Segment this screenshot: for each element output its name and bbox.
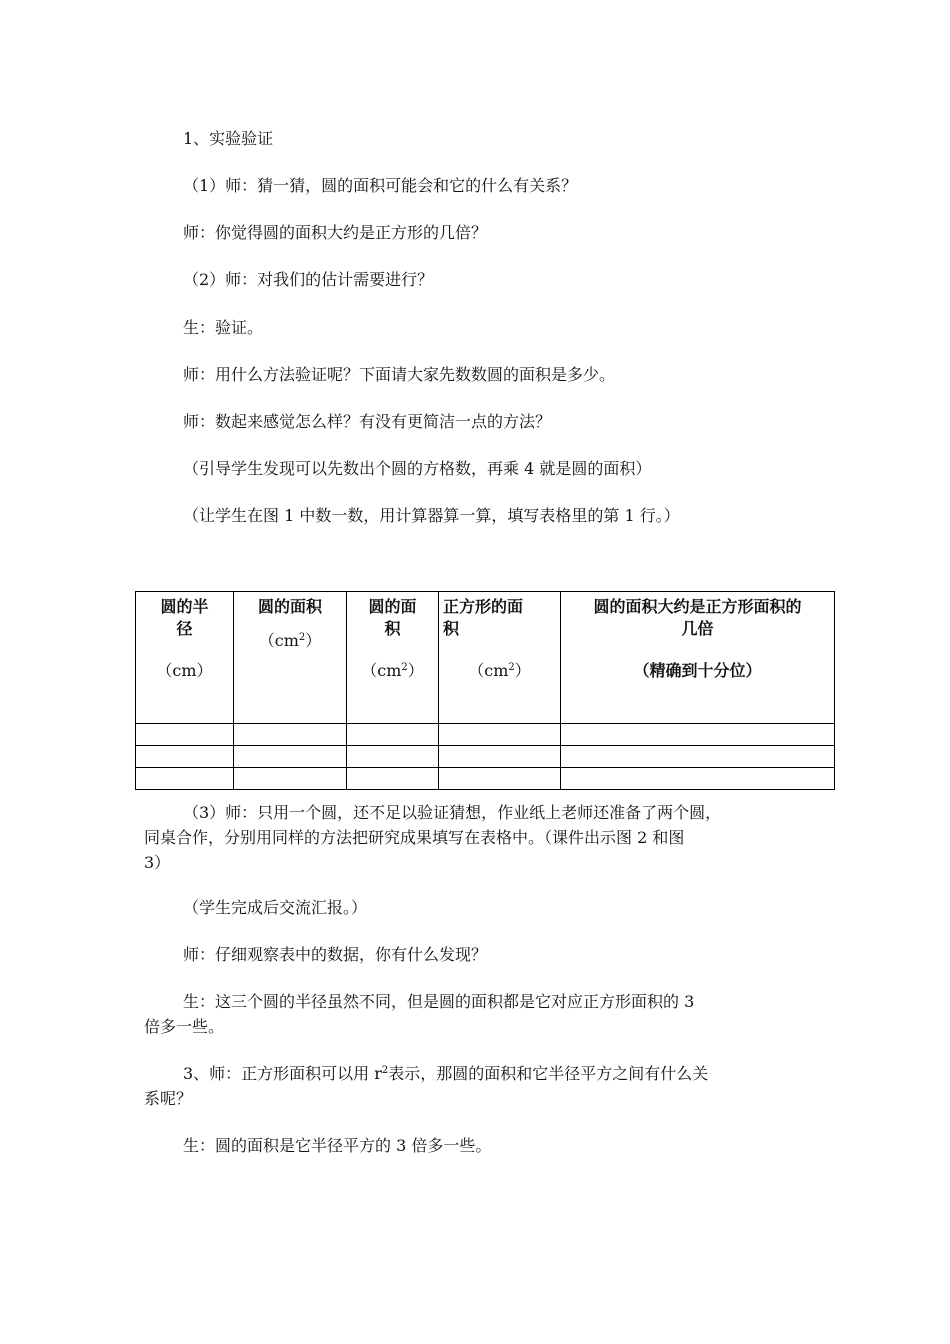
table-row <box>136 768 835 790</box>
paragraph-line: 同桌合作，分别用同样的方法把研究成果填写在表格中。（课件出示图 2 和图 <box>144 828 685 847</box>
header-square-area <box>439 592 561 724</box>
header-unit: （cm） <box>156 661 213 680</box>
paragraph-line: （1）师：猜一猜，圆的面积可能会和它的什么有关系？ <box>183 176 578 195</box>
header-unit: $(cm^2)$ <box>361 661 424 680</box>
table-header-row <box>136 592 835 724</box>
table-row <box>136 724 835 746</box>
paragraph-line: 3） <box>144 853 171 872</box>
paragraph-line: 生：圆的面积是它半径平方的 3 倍多一些。 <box>183 1136 492 1155</box>
header-text: 积 <box>384 619 401 638</box>
table-cell[interactable] <box>561 746 835 768</box>
header-text: 几倍 <box>681 619 714 638</box>
table-cell[interactable] <box>234 724 347 746</box>
paragraph-line: 生：这三个圆的半径虽然不同，但是圆的面积都是它对应正方形面积的 3 <box>183 992 695 1011</box>
header-text: 圆的面 <box>368 597 417 616</box>
table-cell[interactable] <box>439 724 561 746</box>
header-circle-area-2 <box>347 592 439 724</box>
section-heading: 1、实验验证 <box>183 129 274 148</box>
data-table <box>135 591 835 790</box>
header-text: 正方形的面 <box>443 597 524 616</box>
paragraph-line: 3、师：正方形面积可以用 $r^2$表示，那圆的面积和它半径平方之间有什么关 <box>183 1064 709 1083</box>
header-text: 圆的面积大约是正方形面积的 <box>593 597 802 616</box>
table-cell[interactable] <box>136 746 234 768</box>
header-text: 圆的半 <box>160 597 209 616</box>
paragraph-line: 倍多一些。 <box>144 1017 225 1036</box>
header-unit: （精确到十分位） <box>633 661 762 680</box>
header-unit: $(cm^2)$ <box>258 631 322 650</box>
paragraph-line: 师：用什么方法验证呢？下面请大家先数数圆的面积是多少。 <box>183 365 616 384</box>
table-cell[interactable] <box>234 746 347 768</box>
header-radius <box>136 592 234 724</box>
header-unit: $(cm^2)$ <box>468 661 531 680</box>
paragraph-line: （2）师：对我们的估计需要进行？ <box>183 270 434 289</box>
table-cell[interactable] <box>347 746 439 768</box>
header-text: 积 <box>443 619 460 638</box>
paragraph-line: （3）师：只用一个圆，还不足以验证猜想，作业纸上老师还准备了两个圆， <box>183 803 722 822</box>
table-cell[interactable] <box>561 768 835 790</box>
table-cell[interactable] <box>347 768 439 790</box>
paragraph-line: 师：仔细观察表中的数据，你有什么发现？ <box>183 945 488 964</box>
table-cell[interactable] <box>234 768 347 790</box>
table-cell[interactable] <box>561 724 835 746</box>
header-text: 径 <box>176 619 193 638</box>
paragraph-line: 系呢？ <box>144 1089 193 1108</box>
table-cell[interactable] <box>439 746 561 768</box>
table-row <box>136 746 835 768</box>
paragraph-line: 生：验证。 <box>183 318 264 337</box>
paragraph-line: （让学生在图 1 中数一数，用计算器算一算，填写表格里的第 1 行。） <box>183 506 680 525</box>
table-cell[interactable] <box>439 768 561 790</box>
paragraph-line: （引导学生发现可以先数出个圆的方格数，再乘 4 就是圆的面积） <box>183 459 652 478</box>
paragraph-line: 师：数起来感觉怎么样？有没有更简洁一点的方法？ <box>183 412 552 431</box>
header-ratio <box>561 592 835 724</box>
table-cell[interactable] <box>136 768 234 790</box>
table-cell[interactable] <box>347 724 439 746</box>
table-cell[interactable] <box>136 724 234 746</box>
paragraph-line: 师：你觉得圆的面积大约是正方形的几倍？ <box>183 223 488 242</box>
header-text: 圆的面积 <box>257 597 322 616</box>
header-circle-area <box>234 592 347 724</box>
paragraph-line: （学生完成后交流汇报。） <box>183 898 368 917</box>
